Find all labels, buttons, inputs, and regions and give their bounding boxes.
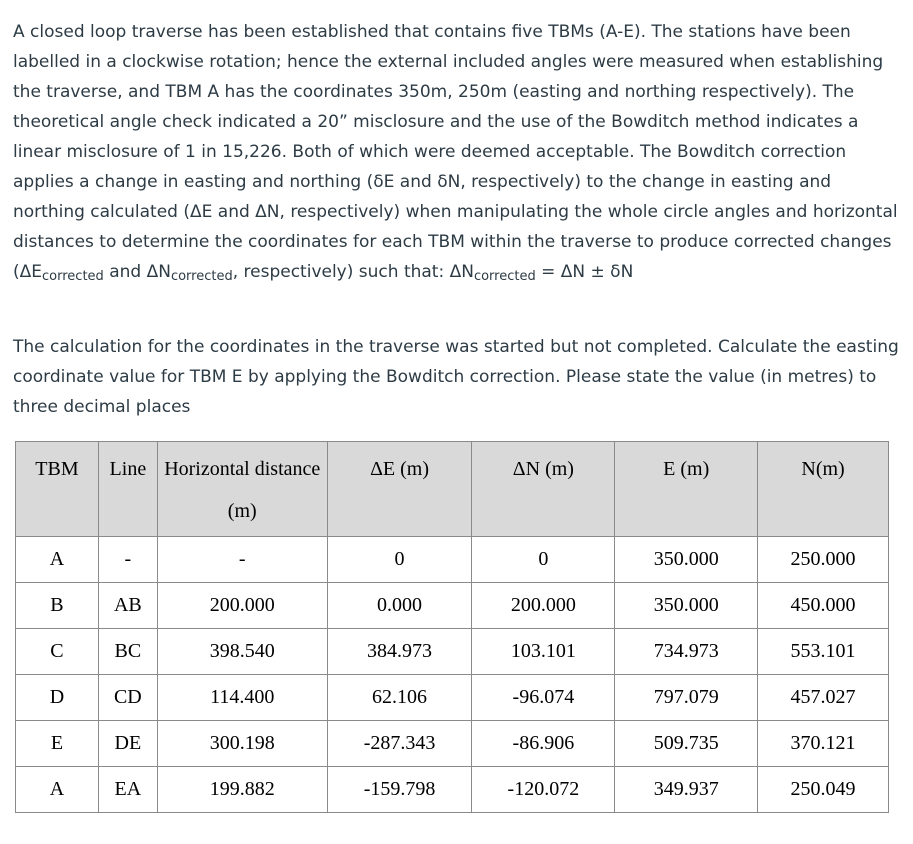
cell-northing: 370.121 <box>758 721 889 767</box>
cell-horizontal-distance: 300.198 <box>157 721 327 767</box>
cell-northing: 553.101 <box>758 629 889 675</box>
cell-horizontal-distance: 199.882 <box>157 767 327 813</box>
table-header-row <box>16 442 889 537</box>
cell-delta-e: 62.106 <box>327 675 472 721</box>
table-row <box>16 583 889 629</box>
table-row <box>16 629 889 675</box>
header-tbm: TBM <box>16 442 99 537</box>
cell-tbm: A <box>16 537 99 583</box>
cell-northing: 457.027 <box>758 675 889 721</box>
cell-line: EA <box>98 767 157 813</box>
cell-easting: 350.000 <box>615 583 758 629</box>
cell-northing: 250.000 <box>758 537 889 583</box>
header-delta-e: ΔE (m) <box>327 442 472 537</box>
cell-delta-n: -86.906 <box>472 721 615 767</box>
cell-easting: 734.973 <box>615 629 758 675</box>
cell-delta-e: 0 <box>327 537 472 583</box>
cell-line: CD <box>98 675 157 721</box>
header-easting: E (m) <box>615 442 758 537</box>
cell-tbm: E <box>16 721 99 767</box>
cell-tbm: C <box>16 629 99 675</box>
header-horizontal-distance: Horizontal distance (m) <box>157 442 327 537</box>
cell-tbm: B <box>16 583 99 629</box>
cell-tbm: D <box>16 675 99 721</box>
table-row <box>16 675 889 721</box>
cell-horizontal-distance: 398.540 <box>157 629 327 675</box>
cell-line: - <box>98 537 157 583</box>
cell-delta-n: 0 <box>472 537 615 583</box>
cell-easting: 349.937 <box>615 767 758 813</box>
table-row <box>16 537 889 583</box>
cell-horizontal-distance: 114.400 <box>157 675 327 721</box>
cell-delta-n: 200.000 <box>472 583 615 629</box>
question-paragraph-2: The calculation for the coordinates in the traverse was started but not completed. Calculate the easting coordinate value for TBM E by applying the Bowditch correction. Please state the value (in metres) to three decimal places <box>13 337 899 417</box>
question-paragraph-1: A closed loop traverse has been established that contains five TBMs (A-E). The stations have been labelled in a clockwise rotation; hence the external included angles were measured when establishing the traverse, and TBM A has the coordinates 350m, 250m (easting and northing respectively). The theoretical angle check indicated a 20” misclosure and the use of the Bowditch method indicates a linear misclosure of 1 in 15,226. Both of which were deemed acceptable. The Bowditch correction applies a change in easting and northing (δE and δN, respectively) to the change in easting and northing calculated (ΔE and ΔN, respectively) when manipulating the whole circle angles and horizontal distances to determine the coordinates for each TBM within the traverse to produce corrected changes ($\Delta E_{corrected}$ and $\Delta N_{corrected}$, respectively) such that: $\Delta N_{corrected} = \Delta N \pm \delta N$ <box>13 22 898 284</box>
cell-delta-n: 103.101 <box>472 629 615 675</box>
cell-horizontal-distance: - <box>157 537 327 583</box>
cell-delta-n: -120.072 <box>472 767 615 813</box>
cell-line: BC <box>98 629 157 675</box>
cell-easting: 509.735 <box>615 721 758 767</box>
traverse-table <box>15 441 889 813</box>
cell-delta-n: -96.074 <box>472 675 615 721</box>
header-line: Line <box>98 442 157 537</box>
cell-delta-e: 0.000 <box>327 583 472 629</box>
cell-delta-e: 384.973 <box>327 629 472 675</box>
table-row <box>16 721 889 767</box>
cell-line: AB <box>98 583 157 629</box>
cell-northing: 250.049 <box>758 767 889 813</box>
cell-easting: 350.000 <box>615 537 758 583</box>
cell-northing: 450.000 <box>758 583 889 629</box>
cell-easting: 797.079 <box>615 675 758 721</box>
cell-delta-e: -287.343 <box>327 721 472 767</box>
header-delta-n: ΔN (m) <box>472 442 615 537</box>
cell-horizontal-distance: 200.000 <box>157 583 327 629</box>
cell-delta-e: -159.798 <box>327 767 472 813</box>
cell-line: DE <box>98 721 157 767</box>
table-row <box>16 767 889 813</box>
cell-tbm: A <box>16 767 99 813</box>
header-northing: N(m) <box>758 442 889 537</box>
